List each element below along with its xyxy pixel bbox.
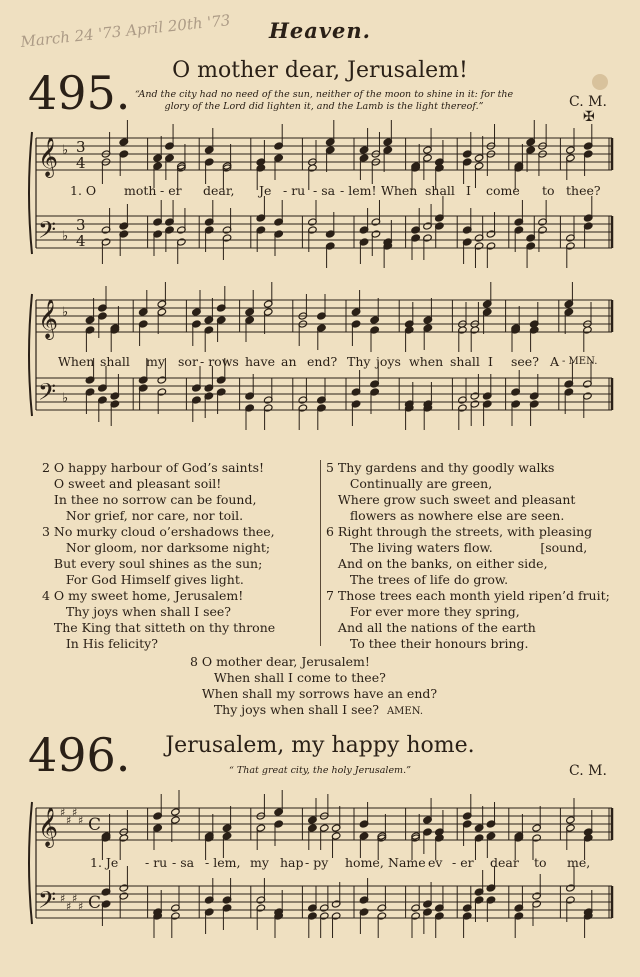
paper-stain — [592, 74, 608, 90]
lyric-syllable: Je — [259, 183, 272, 198]
bass-clef: 𝄢 — [38, 378, 57, 411]
hymn-495-lyrics-line-2 — [0, 354, 640, 370]
key-signature-sharp: ♯ — [72, 892, 78, 905]
time-signature-digit: 3 — [76, 138, 86, 156]
time-signature-digit: 4 — [76, 154, 86, 172]
lyric-syllable: I — [466, 183, 471, 198]
verse-7: 7 Those trees each month yield ripen’d fruit; For ever more they spring, And all the nations of the earth To thee their honours bring. — [326, 588, 610, 651]
verse-5: 5 Thy gardens and thy goodly walks Continually are green, Where grow such sweet and pleasant flowers as nowhere else are seen. — [326, 460, 576, 523]
lyric-syllable: Thy — [347, 354, 371, 369]
lyric-syllable: an — [281, 354, 297, 369]
section-heading: Heaven. — [269, 18, 371, 43]
key-signature-sharp: ♯ — [78, 900, 84, 913]
lyric-syllable: When — [381, 183, 418, 198]
lyric-syllable: home, — [345, 855, 384, 870]
lyric-syllable: When — [58, 354, 95, 369]
verse-4: 4 O my sweet home, Jerusalem! Thy joys when shall I see? The King that sitteth on thy throne In His felicity? — [42, 588, 276, 651]
lyric-syllable: - sa — [313, 183, 336, 198]
bass-clef: 𝄢 — [38, 216, 57, 249]
lyric-syllable: hap — [280, 855, 304, 870]
lyric-syllable: have — [245, 354, 275, 369]
lyric-syllable: - er — [452, 855, 474, 870]
lyric-syllable: me, — [567, 855, 591, 870]
lyric-syllable: sor — [178, 354, 198, 369]
lyric-syllable: moth — [124, 183, 157, 198]
lyric-syllable: see? — [511, 354, 539, 369]
key-signature-sharp: ♯ — [60, 806, 66, 819]
hymn-496-number: 496. — [28, 728, 131, 782]
hymn-495-epigraph: “And the city had no need of the sun, neither of the moon to shine in it: for the glory of the Lord did lighten it, and the Lamb is the light thereof.” — [134, 89, 514, 112]
lyric-syllable: end? — [307, 354, 338, 369]
hymn-495-number: 495. — [28, 66, 131, 120]
key-signature-sharp: ♯ — [66, 900, 72, 913]
key-signature-flat: ♭ — [62, 229, 69, 244]
treble-clef: 𝄞 — [38, 137, 59, 177]
verse-2: 2 O happy harbour of God’s saints! O sweet and pleasant soil! In thee no sorrow can be found, Nor grief, nor care, nor toil. — [42, 460, 265, 523]
lyric-syllable: dear — [490, 855, 519, 870]
key-signature-sharp: ♯ — [78, 814, 84, 827]
hymn-495-lyrics-line-1 — [0, 183, 640, 199]
hymn-496-lyrics-line-1 — [0, 855, 640, 871]
verse-6: 6 Right through the streets, with pleasing The living waters flow. [sound, And on the banks, on either side, The trees of life do grow. — [326, 524, 593, 587]
lyric-syllable: shall — [450, 354, 480, 369]
key-signature-sharp: ♯ — [72, 806, 78, 819]
lyric-syllable: A — [550, 354, 560, 369]
hymn-495-mark: ✠ — [583, 109, 595, 125]
lyric-syllable: my — [146, 354, 165, 369]
key-signature-flat: ♭ — [62, 391, 69, 406]
lyric-syllable: - sa — [172, 855, 195, 870]
lyric-syllable: - MEN. — [562, 356, 598, 367]
lyric-syllable: to — [542, 183, 555, 198]
treble-clef: 𝄞 — [38, 807, 59, 847]
lyric-syllable: joys — [376, 354, 401, 369]
lyric-syllable: Name — [388, 855, 426, 870]
lyric-syllable: ev — [428, 855, 443, 870]
lyric-syllable: 1. Je — [90, 855, 119, 870]
lyric-syllable: - ru — [283, 183, 306, 198]
lyric-syllable: when — [409, 354, 444, 369]
bass-clef: 𝄢 — [38, 886, 57, 919]
key-signature-flat: ♭ — [62, 305, 69, 320]
lyric-syllable: - ru — [145, 855, 168, 870]
verse-column-divider — [320, 460, 321, 646]
key-signature-sharp: ♯ — [60, 892, 66, 905]
key-signature-flat: ♭ — [62, 143, 69, 158]
hymn-496-title: Jerusalem, my happy home. — [165, 733, 475, 758]
lyric-syllable: shall — [100, 354, 130, 369]
lyric-syllable: I — [488, 354, 493, 369]
lyric-syllable: come — [486, 183, 520, 198]
time-signature-digit: 3 — [76, 216, 86, 234]
lyric-syllable: my — [250, 855, 269, 870]
verse-3: 3 No murky cloud o’ershadows thee, Nor gloom, nor darksome night; But every soul shines as the sun; For God Himself gives light. — [42, 524, 275, 587]
time-signature-common: C — [88, 893, 102, 913]
lyric-syllable: - er — [160, 183, 182, 198]
hymn-496-epigraph: “ That great city, the holy Jerusalem.” — [229, 765, 411, 776]
time-signature-digit: 4 — [76, 232, 86, 250]
lyric-syllable: - lem, — [205, 855, 241, 870]
time-signature-common: C — [88, 815, 102, 835]
lyric-syllable: - lem! — [340, 183, 377, 198]
lyric-syllable: to — [534, 855, 547, 870]
hymn-495-title: O mother dear, Jerusalem! — [172, 58, 468, 83]
pencil-annotation: March 24 '73 April 20th '73 — [19, 11, 232, 51]
lyric-syllable: 1. O — [70, 183, 97, 198]
hymn-496-meter: C. M. — [569, 763, 607, 779]
lyric-syllable: - py — [305, 855, 329, 870]
lyric-syllable: dear, — [203, 183, 235, 198]
key-signature-sharp: ♯ — [66, 814, 72, 827]
verse-8: 8 O mother dear, Jerusalem! When shall I come to thee? When shall my sorrows have an end? Thy joys when shall I see? AMEN. — [190, 654, 438, 717]
lyric-syllable: thee? — [566, 183, 601, 198]
hymn-495-meter: C. M. — [569, 94, 607, 110]
treble-clef: 𝄞 — [38, 299, 59, 339]
lyric-syllable: shall — [425, 183, 455, 198]
lyric-syllable: - rows — [200, 354, 239, 369]
